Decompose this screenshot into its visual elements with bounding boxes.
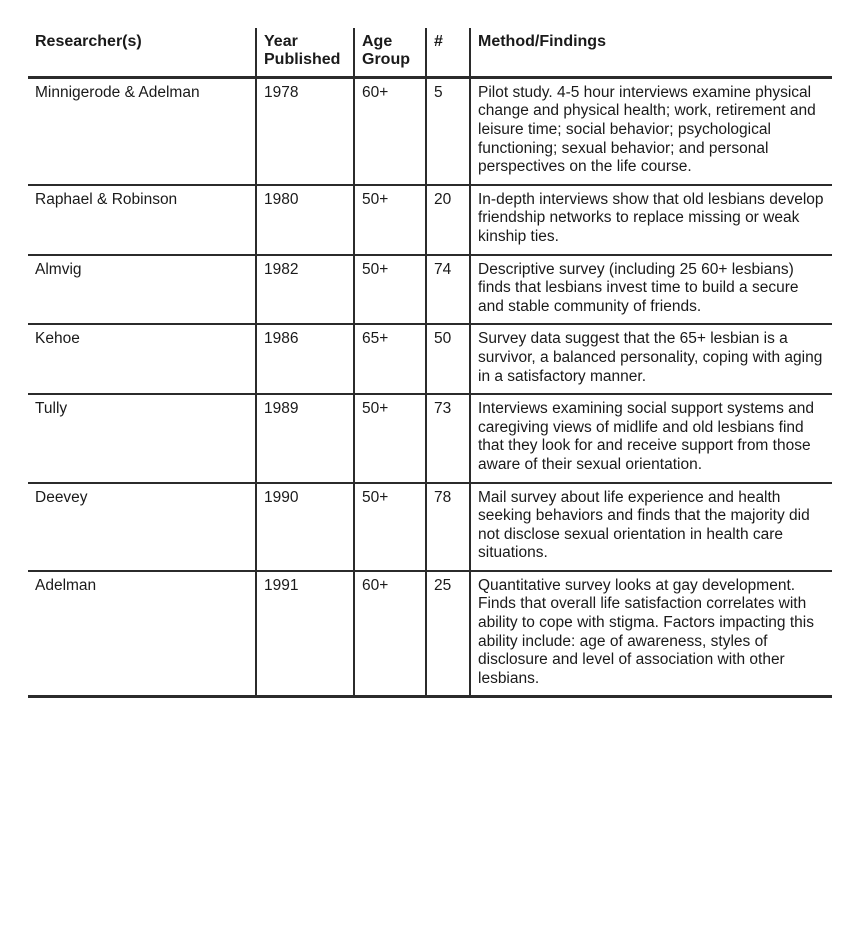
cell-year: 1980 xyxy=(256,185,354,255)
cell-researcher: Minnigerode & Adelman xyxy=(35,83,200,101)
table-row xyxy=(28,394,832,482)
table-row xyxy=(28,255,832,325)
cell-method-findings: Descriptive survey (including 25 60+ lesbians) finds that lesbians invest time to build a secure and stable community of friends. xyxy=(470,255,832,325)
column-header-year-line2: Published xyxy=(264,50,341,68)
cell-method-findings: Survey data suggest that the 65+ lesbian is a survivor, a balanced personality, coping with aging in a satisfactory manner. xyxy=(470,324,832,394)
cell-age-group: 50+ xyxy=(354,394,426,482)
column-header-researcher: Researcher(s) xyxy=(35,33,142,50)
table-body xyxy=(28,77,832,697)
column-header-age-line2: Group xyxy=(362,50,410,68)
cell-year: 1978 xyxy=(256,77,354,184)
table-row xyxy=(28,324,832,394)
cell-count: 78 xyxy=(426,483,470,571)
cell-year: 1982 xyxy=(256,255,354,325)
column-header-year xyxy=(256,28,354,77)
cell-age-group: 50+ xyxy=(354,483,426,571)
cell-method-findings: Pilot study. 4-5 hour interviews examine physical change and physical health; work, retirement and leisure time; social behavior; psychological functioning; sexual behavior; and personal perspectives on the life course. xyxy=(470,77,832,184)
cell-researcher: Almvig xyxy=(35,260,82,278)
table-row xyxy=(28,77,832,184)
table-row xyxy=(28,483,832,571)
column-header-count: # xyxy=(426,28,470,77)
cell-method-findings: In-depth interviews show that old lesbians develop friendship networks to replace missing or weak kinship ties. xyxy=(470,185,832,255)
cell-method-findings: Quantitative survey looks at gay development. Finds that overall life satisfaction correlates with ability to cope with stigma. Factors impacting this ability include: age of awareness, styles of disclosure and level of association with other lesbians. xyxy=(470,571,832,697)
cell-count: 5 xyxy=(426,77,470,184)
table-header-row xyxy=(28,28,832,77)
table-header xyxy=(28,28,832,77)
cell-year: 1986 xyxy=(256,324,354,394)
column-header-age-group xyxy=(354,28,426,77)
cell-age-group: 65+ xyxy=(354,324,426,394)
cell-researcher: Raphael & Robinson xyxy=(35,190,178,208)
cell-count: 74 xyxy=(426,255,470,325)
cell-age-group: 60+ xyxy=(354,571,426,697)
cell-age-group: 60+ xyxy=(354,77,426,184)
column-header-method-findings: Method/Findings xyxy=(470,28,832,77)
cell-researcher: Tully xyxy=(35,400,68,418)
research-summary-table xyxy=(28,28,832,698)
column-header-age-line1: Age xyxy=(362,33,393,50)
column-header-year-line1: Year xyxy=(264,33,298,50)
cell-count: 73 xyxy=(426,394,470,482)
table-row xyxy=(28,185,832,255)
cell-researcher: Deevey xyxy=(35,488,88,506)
cell-count: 25 xyxy=(426,571,470,697)
cell-method-findings: Interviews examining social support systems and caregiving views of midlife and old lesbians find that they look for and receive support from those aware of their sexual orientation. xyxy=(470,394,832,482)
cell-count: 50 xyxy=(426,324,470,394)
cell-year: 1989 xyxy=(256,394,354,482)
cell-method-findings: Mail survey about life experience and health seeking behaviors and finds that the majority did not disclose sexual orientation in health care situations. xyxy=(470,483,832,571)
cell-researcher: Adelman xyxy=(35,576,97,594)
cell-year: 1990 xyxy=(256,483,354,571)
cell-count: 20 xyxy=(426,185,470,255)
cell-year: 1991 xyxy=(256,571,354,697)
cell-age-group: 50+ xyxy=(354,255,426,325)
cell-age-group: 50+ xyxy=(354,185,426,255)
table-row xyxy=(28,571,832,697)
cell-researcher: Kehoe xyxy=(35,330,80,348)
